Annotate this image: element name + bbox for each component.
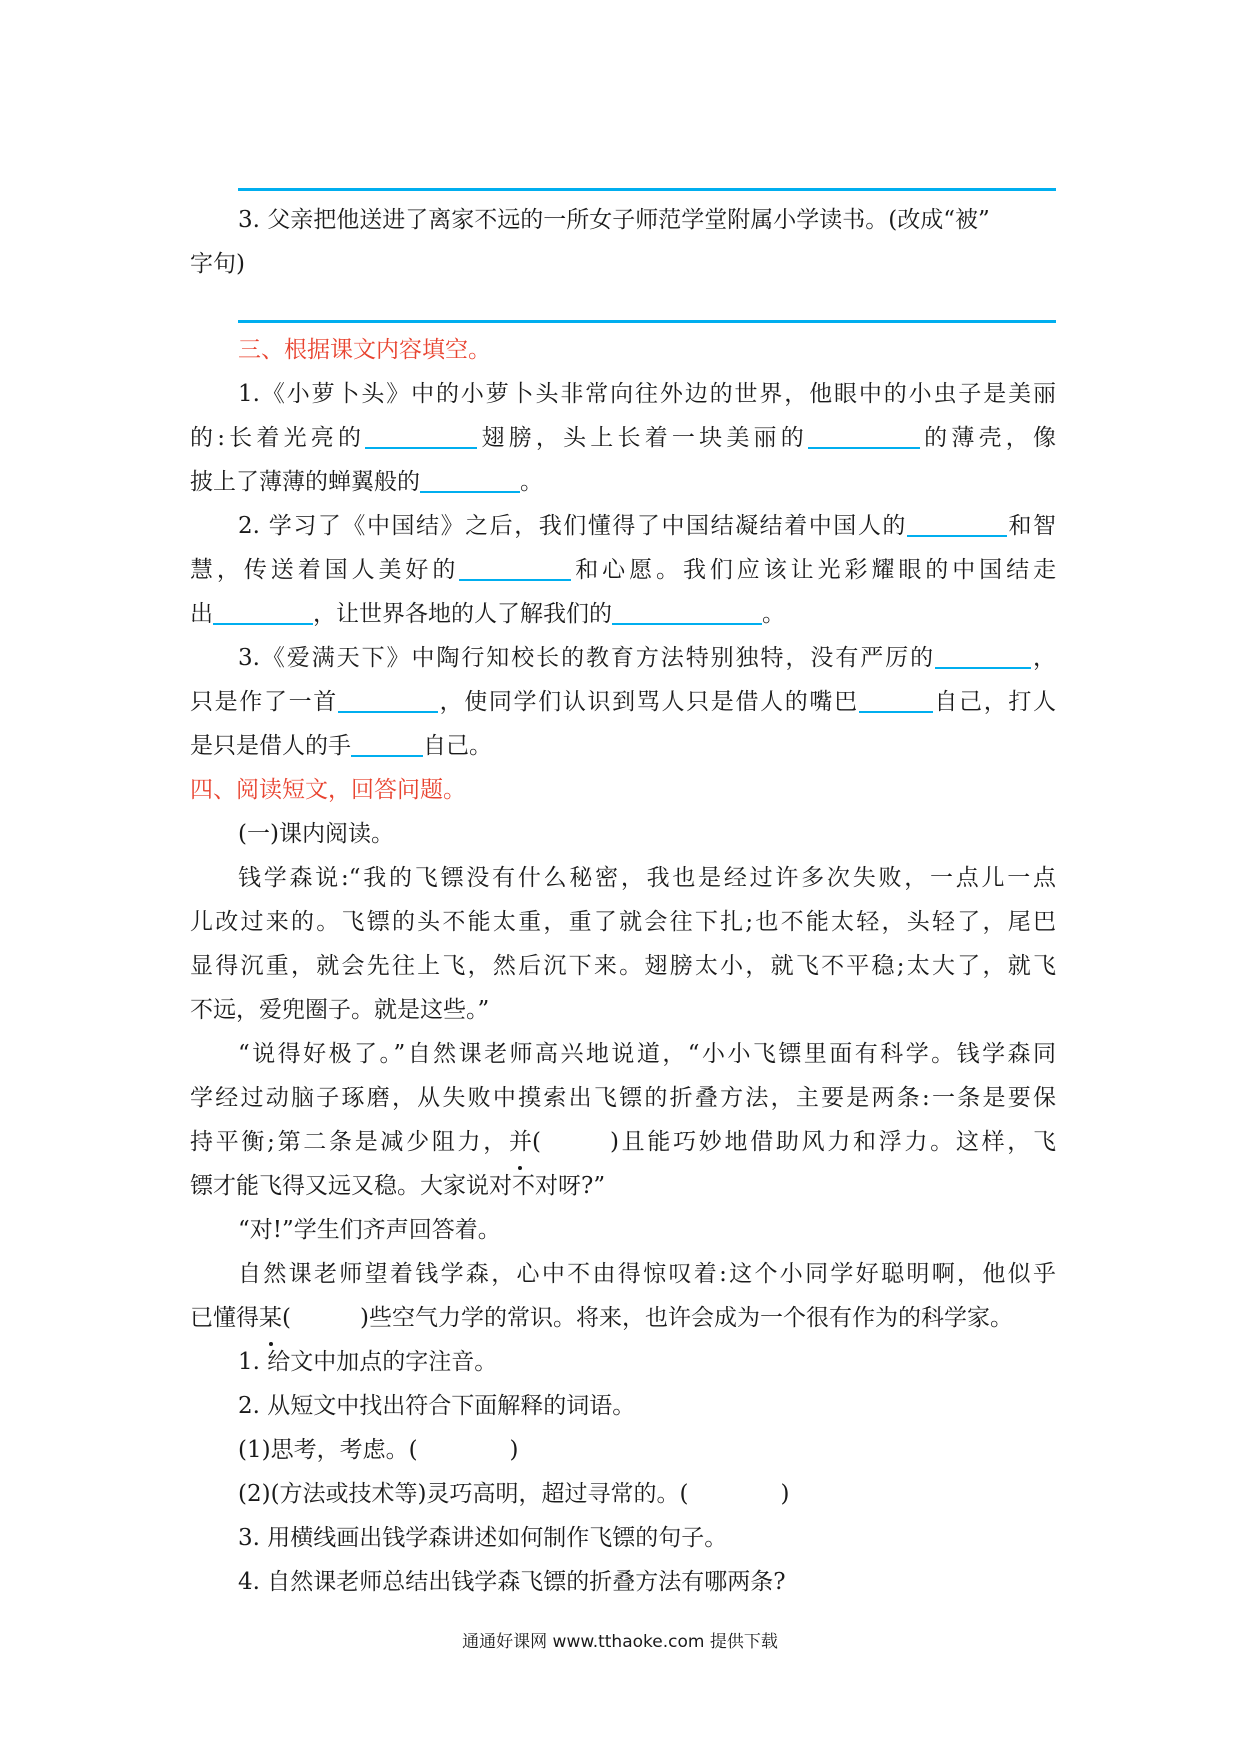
passage-text: “说得好极了。”自然课老师高兴地说道，“小小飞镖里面有科学。钱学森同 [238,1041,1056,1067]
passage-text: 自然课老师望着钱学森，心中不由得惊叹着:这个小同学好聪明啊，他似乎 [238,1261,1056,1287]
question-text: 1.《小萝卜头》中的小萝卜头非常向往外边的世界，他眼中的小虫子是美丽 [238,381,1056,407]
question-text: 3.《爱满天下》中陶行知校长的教育方法特别独特，没有严厉的 [238,645,936,671]
question-text: 。 [520,469,543,495]
question-text [238,636,1056,680]
fill-blank[interactable] [338,681,438,713]
passage-text: 持平衡;第二条是减少阻力， [190,1129,509,1155]
passage-text [190,1120,1056,1164]
section-heading: 四、阅读短文，回答问题。 [190,777,466,803]
passage-text: 儿改过来的。飞镖的头不能太重，重了就会往下扎;也不能太轻，头轻了，尾巴 [190,909,1056,935]
passage-text: 钱学森说:“我的飞镖没有什么秘密，我也是经过许多次失败，一点儿一点 [238,865,1056,891]
pinyin-blank[interactable]: ( ) [531,1129,619,1155]
question-text [238,198,1056,242]
fill-blank[interactable] [935,637,1031,669]
footer-text: 通通好课网 www.tthaoke.com 提供下载 [462,1632,778,1652]
passage-text: 些空气力学的常识。将来，也许会成为一个很有作为的科学家。 [368,1305,1013,1331]
question-text [190,460,1056,504]
fill-blank[interactable] [808,417,920,449]
pinyin-blank[interactable]: ( ) [282,1305,369,1331]
fill-blank[interactable] [859,681,933,713]
passage-text: 镖才能飞得又远又稳。大家说对不对呀?” [190,1173,606,1199]
question-text [190,724,1056,768]
passage-text [190,1296,1056,1340]
question-text: 。 [762,601,785,627]
fill-blank[interactable] [420,461,520,493]
dotted-char: 某 [259,1296,282,1340]
fill-blank[interactable] [365,417,477,449]
passage-text: 不远，爱兜圈子。就是这些。” [190,997,490,1023]
question-text: ，让世界各地的人了解我们的 [313,601,612,627]
question-text: 4. 自然课老师总结出钱学森飞镖的折叠方法有哪两条? [238,1569,786,1595]
question-text [190,242,1056,286]
question-text: 1. 给文中加点的字注音。 [238,1349,498,1375]
question-text: 和智 [1006,513,1056,539]
question-text: 自己。 [423,733,492,759]
question-text: 自己，打人 [932,689,1057,715]
passage-text: 且能巧妙地借助风力和浮力。这样，飞 [618,1129,1057,1155]
question-text: 2. 学习了《中国结》之后，我们懂得了中国结凝结着中国人的 [238,513,907,539]
question-text: ， [1031,645,1056,671]
question-text [190,548,1056,592]
question-text: 是只是借人的手 [190,733,351,759]
question-text [190,592,1056,636]
question-text: (1)思考，考虑。( ) [238,1437,519,1463]
question-text: 披上了薄薄的蝉翼般的 [190,469,420,495]
question-text: 的薄壳，像 [919,425,1057,451]
passage-text: 已懂得 [190,1305,259,1331]
fill-blank[interactable] [213,593,313,625]
question-text: 3. 父亲把他送进了离家不远的一所女子师范学堂附属小学读书。(改成“被” [238,207,990,233]
question-text: (2)(方法或技术等)灵巧高明，超过寻常的。( ) [238,1481,790,1507]
question-text [190,416,1056,460]
dotted-char: 并 [509,1120,532,1164]
fill-blank[interactable] [351,725,423,757]
fill-blank[interactable] [612,593,762,625]
question-text: 翅膀，头上长着一块美丽的 [477,425,808,451]
question-text: ，使同学们认识到骂人只是借人的嘴巴 [437,689,859,715]
question-text: 2. 从短文中找出符合下面解释的词语。 [238,1393,636,1419]
subsection-heading: (一)课内阅读。 [238,821,394,847]
question-text: 只是作了一首 [190,689,338,715]
answer-line [238,320,1056,323]
question-text: 字句) [190,251,245,277]
fill-blank[interactable] [907,505,1007,537]
answer-line [238,188,1056,191]
question-text: 3. 用横线画出钱学森讲述如何制作飞镖的句子。 [238,1525,728,1551]
question-text [190,680,1056,724]
fill-blank[interactable] [459,549,571,581]
question-text: 慧，传送着国人美好的 [190,557,460,583]
question-text: 出 [190,601,213,627]
passage-text: 学经过动脑子琢磨，从失败中摸索出飞镖的折叠方法，主要是两条:一条是要保 [190,1085,1056,1111]
section-heading: 三、根据课文内容填空。 [238,337,491,363]
question-text [238,504,1056,548]
question-text [238,372,1056,416]
passage-text: 显得沉重，就会先往上飞，然后沉下来。翅膀太小，就飞不平稳;太大了，就飞 [190,953,1056,979]
question-text: 和心愿。我们应该让光彩耀眼的中国结走 [571,557,1057,583]
passage-text: “对!”学生们齐声回答着。 [238,1217,501,1243]
question-text: 的:长着光亮的 [190,425,366,451]
